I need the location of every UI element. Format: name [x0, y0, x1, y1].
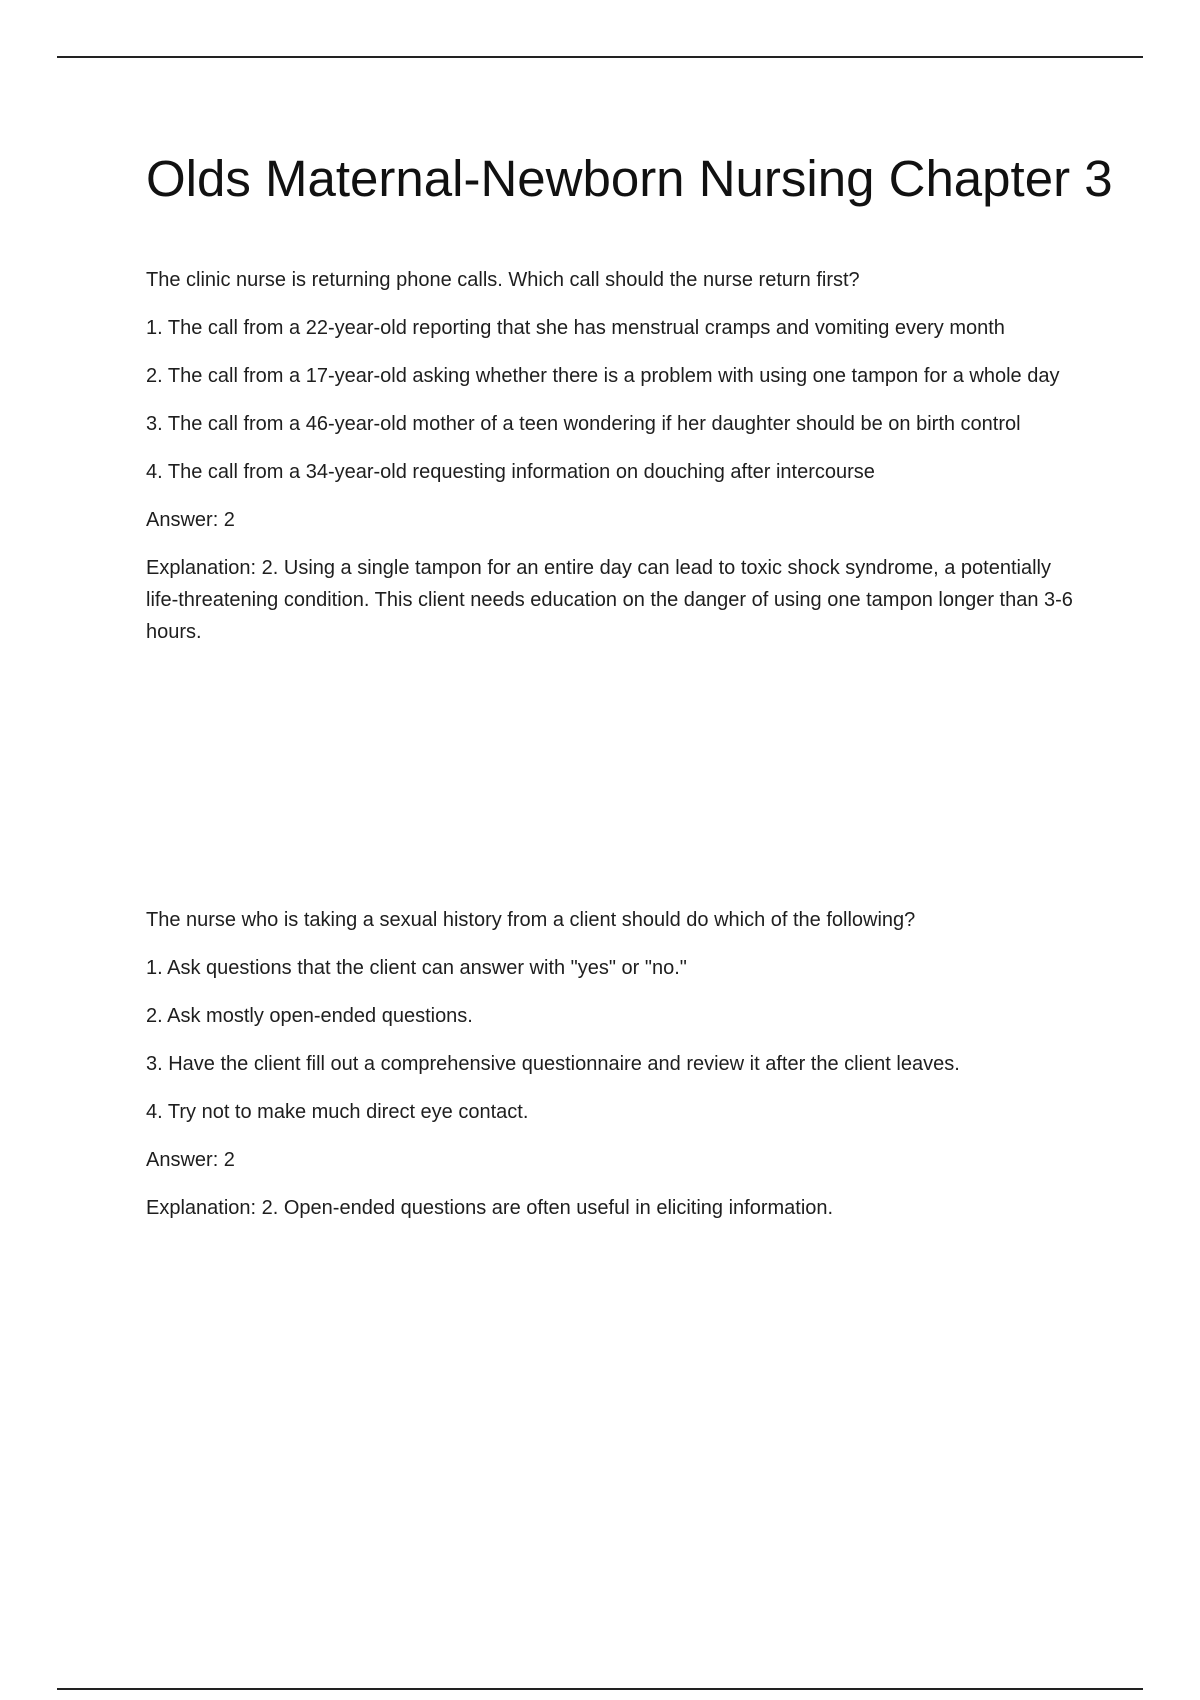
question-1 — [146, 264, 1086, 664]
question-stem: The clinic nurse is returning phone calls. Which call should the nurse return first? — [146, 269, 860, 291]
answer: Answer: 2 — [146, 1149, 235, 1171]
option-2: 2. Ask mostly open-ended questions. — [146, 1005, 473, 1027]
option-3: 3. The call from a 46-year-old mother of a teen wondering if her daughter should be on birth control — [146, 413, 1021, 435]
option-1: 1. The call from a 22-year-old reporting that she has menstrual cramps and vomiting every month — [146, 317, 1005, 339]
option-4: 4. Try not to make much direct eye contact. — [146, 1101, 529, 1123]
question-2 — [146, 904, 1086, 1240]
answer: Answer: 2 — [146, 509, 235, 531]
document-title: Olds Maternal-Newborn Nursing Chapter 3 — [146, 150, 1113, 207]
option-4: 4. The call from a 34-year-old requesting information on douching after intercourse — [146, 461, 875, 483]
explanation: Explanation: 2. Using a single tampon for an entire day can lead to toxic shock syndrome, a potentially life-threatening condition. This client needs education on the danger of using one tampon longer than 3-6 hours. — [146, 557, 1073, 643]
top-rule — [57, 56, 1143, 58]
option-3: 3. Have the client fill out a comprehensive questionnaire and review it after the client leaves. — [146, 1053, 960, 1075]
bottom-rule — [57, 1688, 1143, 1690]
option-1: 1. Ask questions that the client can answer with "yes" or "no." — [146, 957, 687, 979]
explanation: Explanation: 2. Open-ended questions are often useful in eliciting information. — [146, 1197, 834, 1219]
option-2: 2. The call from a 17-year-old asking whether there is a problem with using one tampon for a whole day — [146, 365, 1060, 387]
question-stem: The nurse who is taking a sexual history from a client should do which of the following? — [146, 909, 916, 931]
